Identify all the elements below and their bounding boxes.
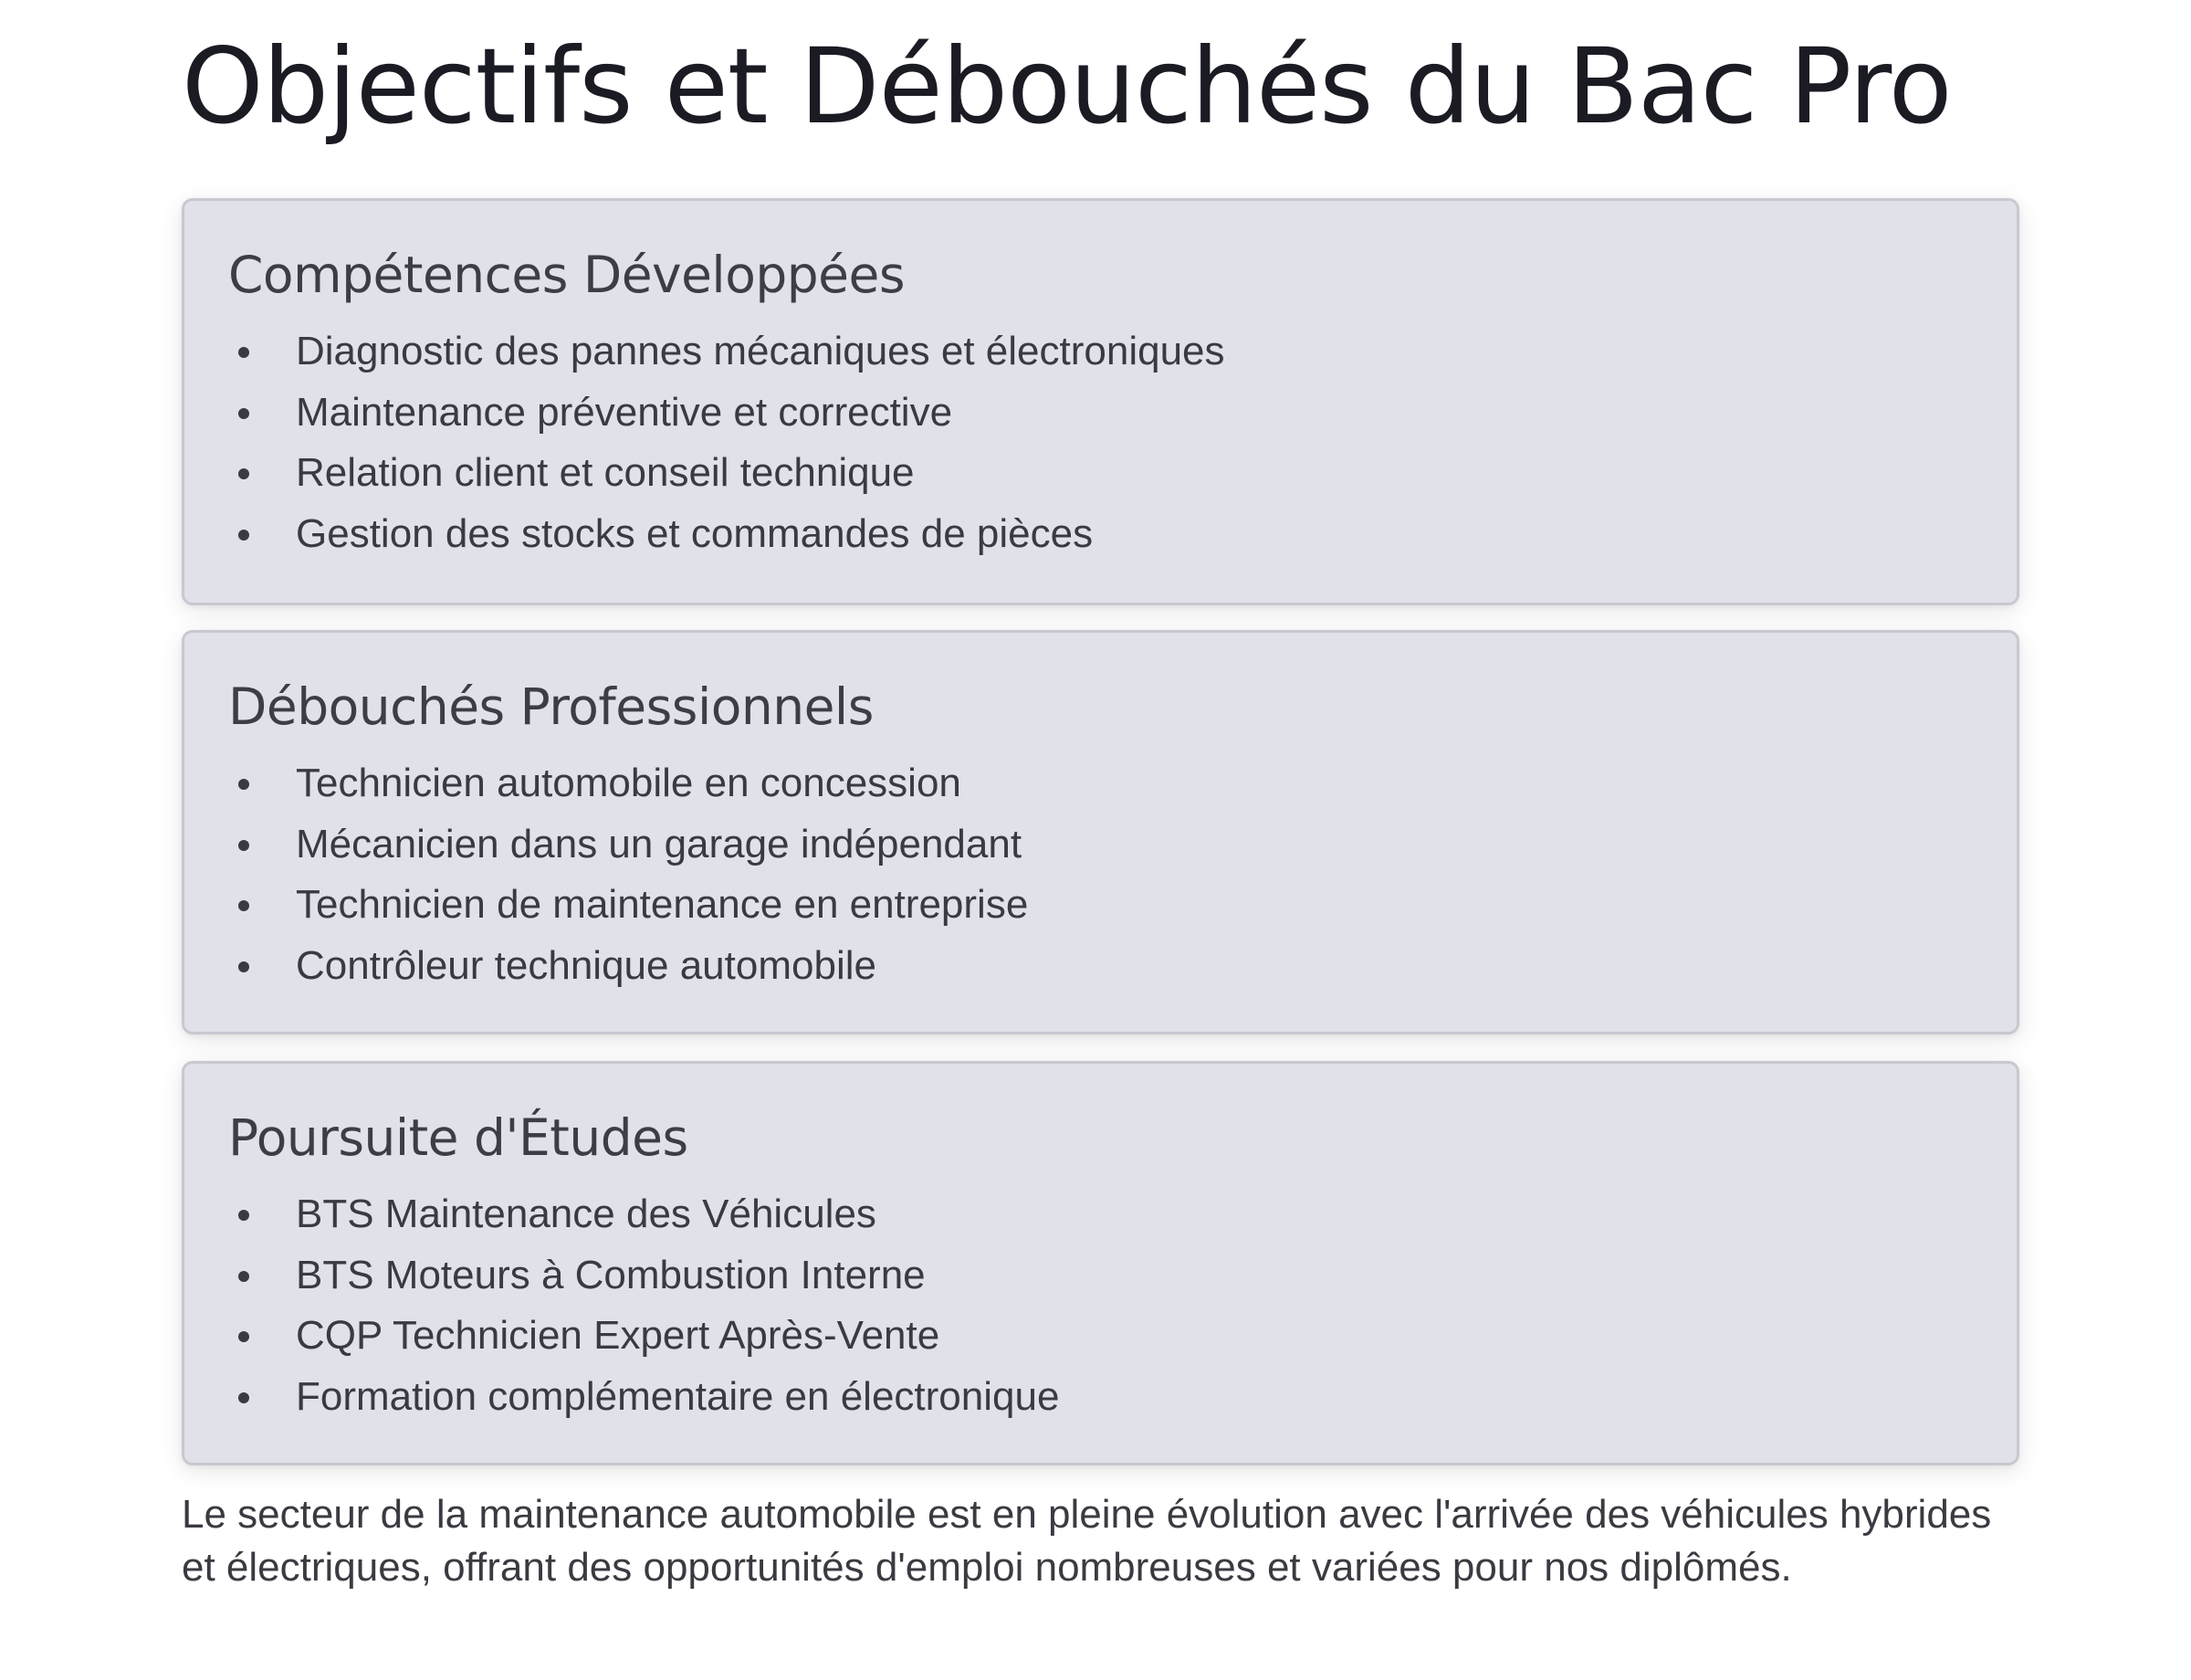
section-list (184, 753, 1028, 996)
section-title: Compétences Développées (228, 246, 906, 304)
bullet-icon (238, 1210, 249, 1221)
list-item-label: Diagnostic des pannes mécaniques et électroniques (296, 329, 1225, 373)
section-list (184, 1184, 1059, 1427)
list-item-label: CQP Technicien Expert Après-Vente (296, 1313, 940, 1358)
bullet-icon (238, 347, 249, 358)
list-item-label: Maintenance préventive et corrective (296, 389, 953, 435)
list-item (184, 1367, 1059, 1428)
list-item (184, 504, 1225, 565)
section-debouches (182, 630, 2019, 1034)
bullet-icon (238, 408, 249, 419)
section-poursuite-etudes (182, 1061, 2019, 1465)
list-item (184, 383, 1225, 444)
list-item (184, 443, 1225, 504)
list-item-label: BTS Maintenance des Véhicules (296, 1192, 876, 1236)
list-item-label: Technicien automobile en concession (296, 761, 961, 805)
list-item (184, 753, 1028, 814)
list-item (184, 936, 1028, 997)
bullet-icon (238, 961, 249, 972)
section-title: Débouchés Professionnels (228, 677, 874, 736)
bullet-icon (238, 1392, 249, 1403)
list-item (184, 321, 1225, 383)
section-list (184, 321, 1225, 564)
list-item-label: Gestion des stocks et commandes de pièces (296, 510, 1094, 556)
list-item (184, 1184, 1059, 1245)
bullet-icon (238, 840, 249, 851)
bullet-icon (238, 900, 249, 911)
page-title: Objectifs et Débouchés du Bac Pro (182, 26, 1952, 147)
bullet-icon (238, 1331, 249, 1342)
bullet-icon (238, 1271, 249, 1282)
list-item (184, 1245, 1059, 1307)
section-title: Poursuite d'Études (228, 1108, 688, 1167)
section-competences (182, 198, 2019, 605)
bullet-icon (238, 468, 249, 479)
list-item (184, 814, 1028, 876)
list-item-label: Contrôleur technique automobile (296, 942, 876, 988)
bullet-icon (238, 530, 249, 541)
list-item-label: Technicien de maintenance en entreprise (296, 882, 1029, 927)
list-item-label: BTS Moteurs à Combustion Interne (296, 1252, 926, 1297)
list-item (184, 1306, 1059, 1367)
list-item (184, 875, 1028, 936)
list-item-label: Mécanicien dans un garage indépendant (296, 821, 1022, 866)
bullet-icon (238, 779, 249, 790)
list-item-label: Relation client et conseil technique (296, 450, 915, 495)
footer-paragraph: Le secteur de la maintenance automobile est en pleine évolution avec l'arrivée des véhicules hybrides et électriques, offrant des opportunités d'emploi nombreuses et variées pour nos diplômés. (182, 1492, 1992, 1590)
list-item-label: Formation complémentaire en électronique (296, 1373, 1060, 1419)
